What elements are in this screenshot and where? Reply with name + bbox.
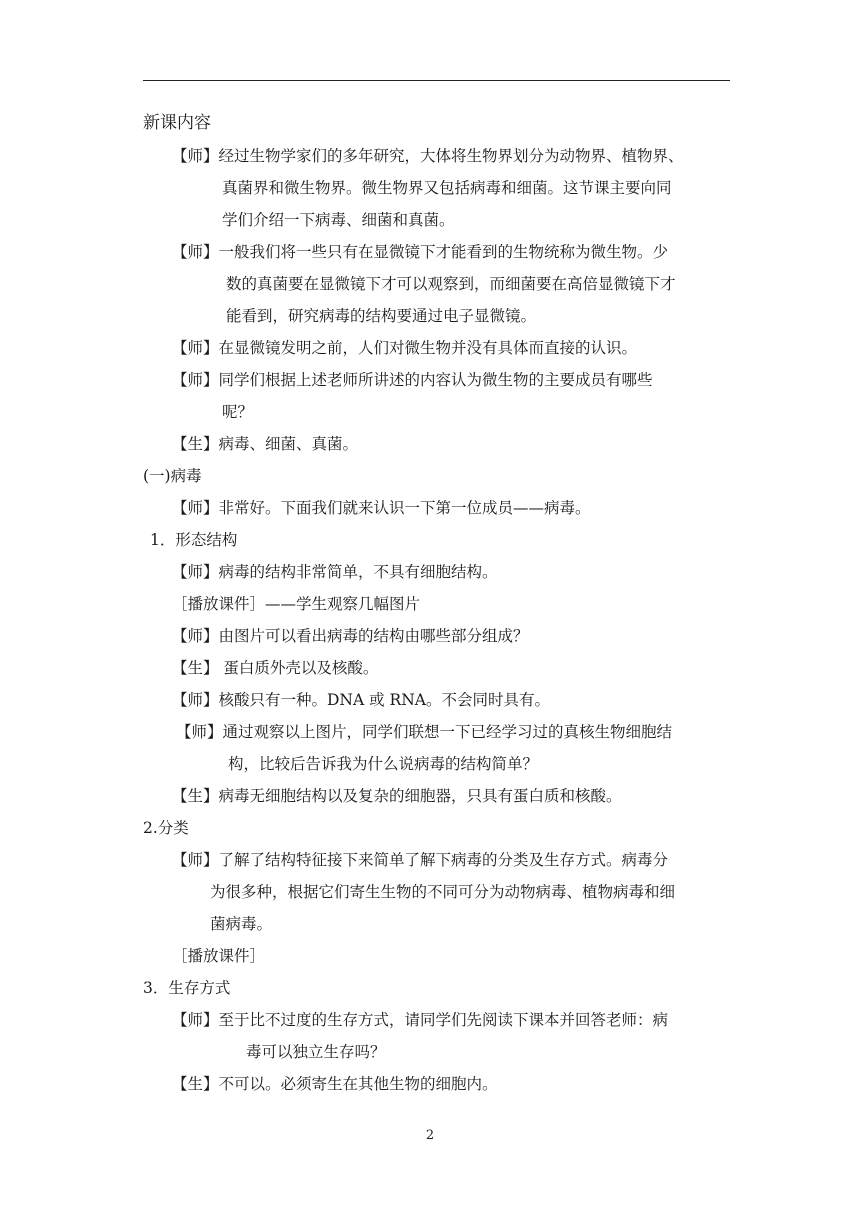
text-line: ［播放课件］ <box>172 947 266 965</box>
header-rule <box>143 80 730 81</box>
text-line: 【师】病毒的结构非常简单，不具有细胞结构。 <box>172 563 498 581</box>
section-title: 新课内容 <box>143 113 211 133</box>
text-line: 呢？ <box>222 403 254 421</box>
text-line: 能看到，研究病毒的结构要通过电子显微镜。 <box>226 307 537 325</box>
text-line: 数的真菌要在显微镜下才可以观察到，而细菌要在高倍显微镜下才 <box>226 275 676 293</box>
subsection-heading: 3．生存方式 <box>143 979 231 997</box>
text-line: 毒可以独立生存吗？ <box>246 1043 386 1061</box>
text-line: 【师】至于比不过度的生存方式，请同学们先阅读下课本并回答老师：病 <box>172 1011 669 1029</box>
text-line: 构，比较后告诉我为什么说病毒的结构简单？ <box>228 755 539 773</box>
page-number: 2 <box>425 1128 435 1143</box>
text-line: ［播放课件］——学生观察几幅图片 <box>172 595 421 613</box>
text-line: 【生】 蛋白质外壳以及核酸。 <box>172 659 379 677</box>
text-line: 菌病毒。 <box>210 915 273 933</box>
text-line: 【师】了解了结构特征接下来简单了解下病毒的分类及生存方式。病毒分 <box>172 851 669 869</box>
subsection-heading: (一)病毒 <box>143 467 202 485</box>
text-line: 【生】病毒、细菌、真菌。 <box>172 435 359 453</box>
text-line: 【师】通过观察以上图片，同学们联想一下已经学习过的真核生物细胞结 <box>176 723 673 741</box>
text-line: 为很多种，根据它们寄生生物的不同可分为动物病毒、植物病毒和细 <box>210 883 676 901</box>
subsection-heading: 2.分类 <box>143 819 189 837</box>
text-line: 【生】不可以。必须寄生在其他生物的细胞内。 <box>172 1075 498 1093</box>
text-line: 【师】一般我们将一些只有在显微镜下才能看到的生物统称为微生物。少 <box>172 243 669 261</box>
text-line: 学们介绍一下病毒、细菌和真菌。 <box>222 211 455 229</box>
text-line: 【师】经过生物学家们的多年研究，大体将生物界划分为动物界、植物界、 <box>172 147 684 165</box>
text-line: 【生】病毒无细胞结构以及复杂的细胞器，只具有蛋白质和核酸。 <box>172 787 622 805</box>
text-line: 【师】在显微镜发明之前，人们对微生物并没有具体而直接的认识。 <box>172 339 638 357</box>
text-line: 【师】由图片可以看出病毒的结构由哪些部分组成？ <box>172 627 529 645</box>
text-line: 【师】同学们根据上述老师所讲述的内容认为微生物的主要成员有哪些 <box>172 371 653 389</box>
text-line: 【师】非常好。下面我们就来认识一下第一位成员——病毒。 <box>172 499 591 517</box>
subsection-heading: 1．形态结构 <box>150 531 238 549</box>
text-line: 【师】核酸只有一种。DNA 或 RNA。不会同时具有。 <box>172 691 550 709</box>
text-line: 真菌界和微生物界。微生物界又包括病毒和细菌。这节课主要向同 <box>222 179 672 197</box>
